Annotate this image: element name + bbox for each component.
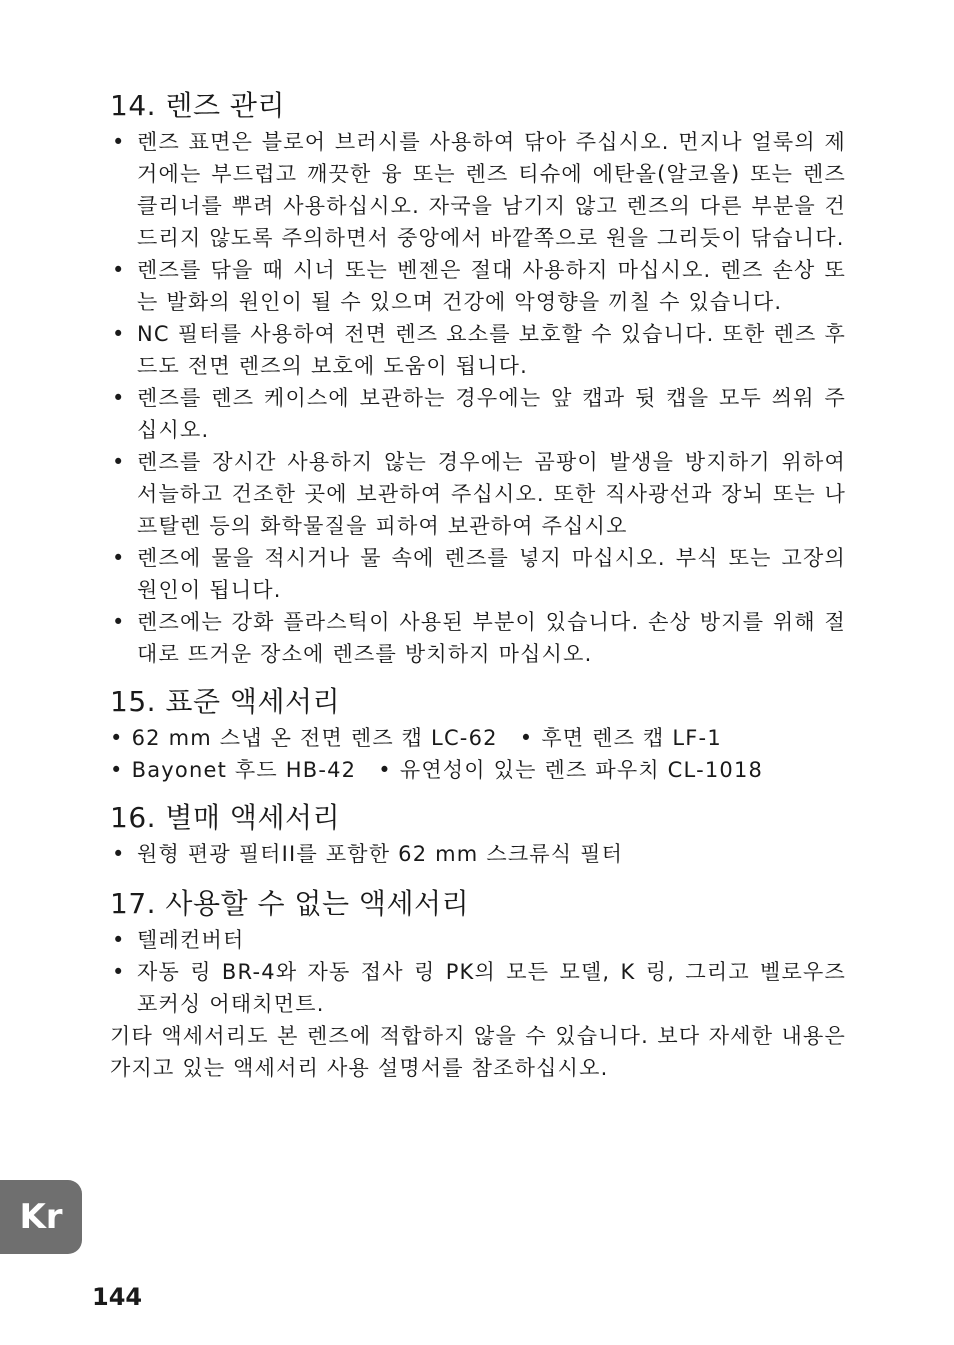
- list-item: [110, 126, 846, 254]
- list-item-text: 텔레컨버터: [137, 928, 245, 952]
- bullet-dot: •: [112, 960, 126, 984]
- list-item-text: NC 필터를 사용하여 전면 렌즈 요소를 보호할 수 있습니다. 또한 렌즈 후드도 전면 렌즈의 보호에 도움이 됩니다.: [137, 322, 846, 378]
- bullet-dot: •: [112, 610, 126, 634]
- bullet-dot: •: [112, 450, 126, 474]
- page-content: [110, 86, 846, 1084]
- list-item-text: 렌즈 표면은 블로어 브러시를 사용하여 닦아 주십시오. 먼지나 얼룩의 제거에는 부드럽고 깨끗한 융 또는 렌즈 티슈에 에탄올(알코올) 또는 렌즈 클리너를 뿌려 사용하십시오. 자국을 남기지 않고 렌즈의 다른 부분을 건드리지 않도록 주의하면서 중앙에서 바깥쪽으로 원을 그리듯이 닦습니다.: [137, 130, 846, 250]
- list-item-text: 렌즈를 렌즈 케이스에 보관하는 경우에는 앞 캡과 뒷 캡을 모두 씌워 주십시오.: [137, 386, 846, 442]
- lens-care-list: [110, 126, 846, 670]
- bullet-dot: •: [112, 842, 126, 866]
- page-number: 144: [92, 1283, 143, 1311]
- accessory-row: [110, 754, 846, 786]
- list-item: [110, 446, 846, 542]
- optional-accessories-list: [110, 838, 846, 870]
- bullet-dot: •: [110, 758, 124, 782]
- list-item-text: 자동 링 BR-4와 자동 접사 링 PK의 모든 모델, K 링, 그리고 벨로우즈 포커싱 어태치먼트.: [137, 960, 846, 1016]
- bullet-dot: •: [519, 726, 534, 750]
- section-title-lens-care: 14. 렌즈 관리: [110, 89, 286, 122]
- incompatible-accessories-list: [110, 924, 846, 1020]
- bullet-dot: •: [112, 258, 126, 282]
- list-item-text: 원형 편광 필터II를 포함한 62 mm 스크류식 필터: [137, 842, 624, 866]
- bullet-dot: •: [112, 928, 126, 952]
- list-item: [110, 924, 846, 956]
- bullet-dot: •: [112, 546, 126, 570]
- bullet-dot: •: [110, 726, 124, 750]
- accessory-item: 후면 렌즈 캡 LF-1: [541, 726, 722, 750]
- accessory-item: 유연성이 있는 렌즈 파우치 CL-1018: [399, 758, 764, 782]
- section-title-incompatible-accessories: 17. 사용할 수 없는 액세서리: [110, 887, 470, 920]
- list-item-text: 렌즈에는 강화 플라스틱이 사용된 부분이 있습니다. 손상 방지를 위해 절대로 뜨거운 장소에 렌즈를 방치하지 마십시오.: [137, 610, 846, 666]
- bullet-dot: •: [112, 386, 126, 410]
- accessory-item: 62 mm 스냅 온 전면 렌즈 캡 LC-62: [131, 726, 498, 750]
- list-item-text: 렌즈를 장시간 사용하지 않는 경우에는 곰팡이 발생을 방지하기 위하여 서늘하고 건조한 곳에 보관하여 주십시오. 또한 직사광선과 장뇌 또는 나프탈렌 등의 화학물질을 피하여 보관하여 주십시오: [137, 450, 846, 538]
- bullet-dot: •: [378, 758, 392, 782]
- compatibility-note: 기타 액세서리도 본 렌즈에 적합하지 않을 수 있습니다. 보다 자세한 내용은 가지고 있는 액세서리 사용 설명서를 참조하십시오.: [110, 1024, 846, 1080]
- list-item: [110, 956, 846, 1020]
- list-item-text: 렌즈를 닦을 때 시너 또는 벤젠은 절대 사용하지 마십시오. 렌즈 손상 또는 발화의 원인이 될 수 있으며 건강에 악영향을 끼칠 수 있습니다.: [137, 258, 846, 314]
- list-item: [110, 542, 846, 606]
- language-tab: Kr: [0, 1180, 82, 1254]
- accessory-item: Bayonet 후드 HB-42: [131, 758, 357, 782]
- section-title-optional-accessories: 16. 별매 액세서리: [110, 801, 341, 834]
- list-item: [110, 382, 846, 446]
- list-item-text: 렌즈에 물을 적시거나 물 속에 렌즈를 넣지 마십시오. 부식 또는 고장의 원인이 됩니다.: [137, 546, 846, 602]
- section-title-standard-accessories: 15. 표준 액세서리: [110, 685, 341, 718]
- bullet-dot: •: [112, 130, 126, 154]
- list-item: [110, 606, 846, 670]
- list-item: [110, 318, 846, 382]
- accessory-row: [110, 722, 846, 754]
- bullet-dot: •: [112, 322, 126, 346]
- list-item: [110, 838, 846, 870]
- list-item: [110, 254, 846, 318]
